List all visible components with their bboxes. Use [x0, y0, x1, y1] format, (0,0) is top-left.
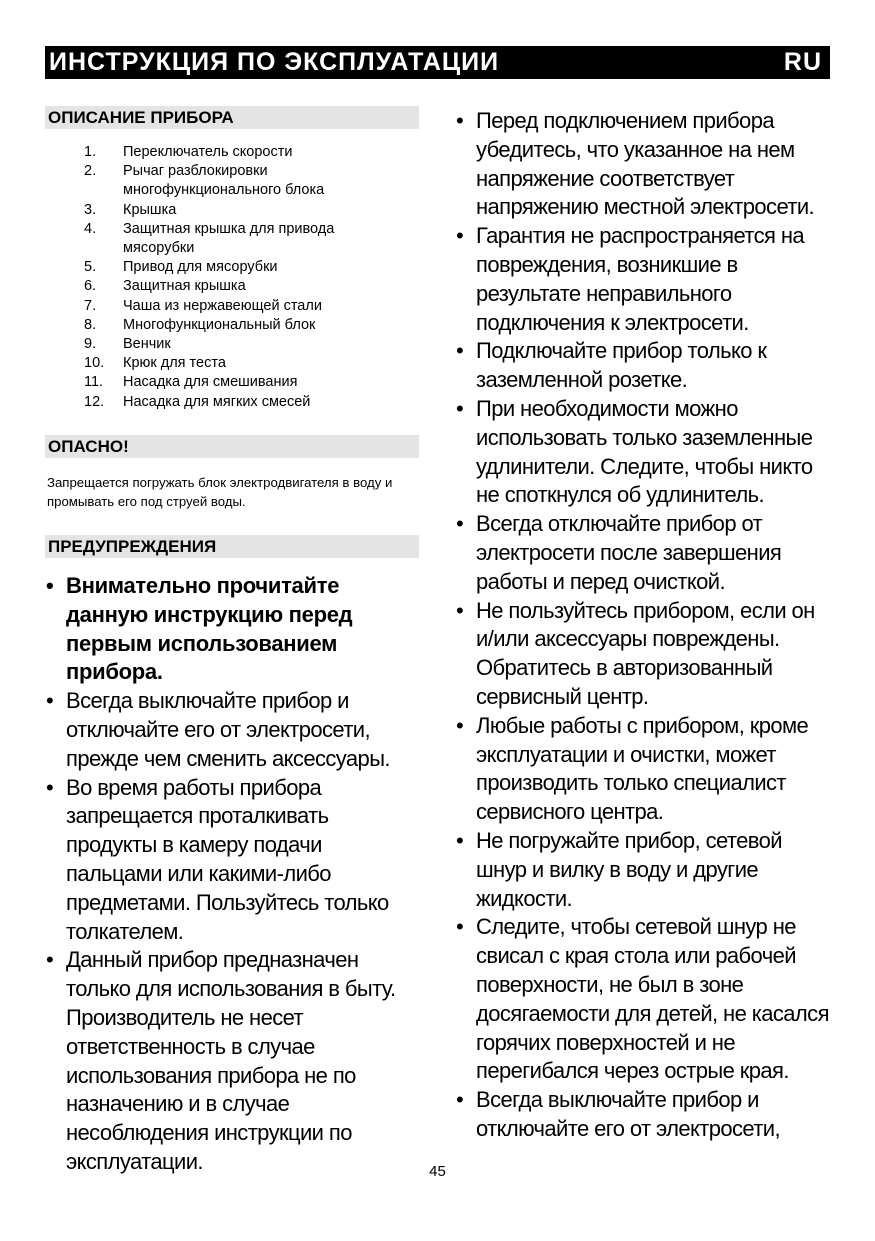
part-number: 2. — [84, 163, 97, 180]
part-number: 7. — [84, 297, 97, 314]
bullet-icon: • — [456, 108, 464, 133]
list-item — [84, 354, 384, 373]
part-label: Чаша из нержавеющей стали — [123, 297, 322, 314]
part-label: Рычаг разблокировки многофункционального блока — [123, 163, 325, 199]
part-label: Многофункциональный блок — [123, 316, 316, 333]
list-item: • Всегда выключайте прибор и отключайте его от электросети, — [456, 1087, 780, 1141]
list-item — [84, 143, 384, 162]
bullet-icon: • — [456, 597, 464, 623]
part-number: 12. — [84, 393, 105, 410]
part-label: Крышка — [123, 201, 177, 218]
description-heading: ОПИСАНИЕ ПРИБОРА — [45, 106, 419, 129]
part-label: Привод для мясорубки — [123, 259, 278, 276]
part-number: 6. — [84, 278, 97, 295]
list-item — [84, 201, 384, 220]
list-item: • Следите, чтобы сетевой шнур не свисал с края стола или рабочей поверхности, не был в зоне досягаемости для детей, не касался горячих поверхностей и не перегибался через острые края. — [456, 914, 829, 1084]
part-label: Насадка для смешивания — [123, 374, 298, 391]
bullet-icon: • — [456, 395, 464, 421]
part-label: Защитная крышка — [123, 278, 246, 295]
list-item — [84, 162, 384, 200]
bullet-icon: • — [456, 1087, 464, 1113]
part-number: 5. — [84, 259, 97, 276]
list-item — [84, 297, 384, 316]
list-item: • Подключайте прибор только к заземленной розетке. — [456, 338, 767, 393]
bullet-icon: • — [456, 511, 464, 537]
warnings-list-right — [455, 107, 835, 1144]
warnings-heading: ПРЕДУПРЕЖДЕНИЯ — [45, 535, 419, 558]
list-item — [84, 316, 384, 335]
part-number: 3. — [84, 201, 97, 218]
warnings-list-left — [45, 572, 420, 1177]
list-item: • Гарантия не распространяется на повреждения, возникшие в результате неправильного подключения к электросети. — [456, 223, 805, 335]
part-label: Венчик — [123, 336, 171, 353]
part-number: 11. — [84, 374, 104, 391]
title-bar — [45, 46, 830, 79]
part-number: 10. — [84, 355, 105, 372]
part-label: Переключатель скорости — [123, 144, 293, 160]
bullet-icon: • — [456, 914, 464, 940]
bullet-icon: • — [46, 688, 54, 714]
list-item: • Не пользуйтесь прибором, если он и/или аксессуары повреждены. Обратитесь в авторизованный сервисный центр. — [456, 597, 815, 709]
list-item — [84, 258, 384, 277]
list-item — [84, 373, 384, 392]
part-number: 4. — [84, 220, 97, 237]
bullet-icon: • — [46, 573, 54, 598]
danger-heading: ОПАСНО! — [45, 435, 419, 458]
part-label: Крюк для теста — [123, 355, 226, 372]
list-item — [84, 277, 384, 296]
list-item — [84, 220, 384, 258]
list-item: • Внимательно прочитайте данную инструкцию перед первым использованием прибора. — [46, 573, 353, 685]
danger-text: Запрещается погружать блок электродвигателя в воду и промывать его под струей воды. — [47, 475, 393, 509]
list-item: • Всегда отключайте прибор от электросети после завершения работы и перед очисткой. — [456, 511, 782, 594]
list-item: • Во время работы прибора запрещается проталкивать продукты в камеру подачи пальцами или какими-либо предметами. Пользуйтесь только толкателем. — [46, 774, 389, 944]
bullet-icon: • — [46, 947, 54, 973]
list-item: • Всегда выключайте прибор и отключайте его от электросети, прежде чем сменить аксессуары. — [46, 688, 390, 771]
language-code: RU — [783, 48, 822, 76]
list-item — [84, 335, 384, 354]
part-label: Защитная крышка для привода мясорубки — [123, 220, 335, 257]
part-number: 9. — [84, 336, 97, 353]
list-item: • Данный прибор предназначен только для использования в быту. Производитель не несет ответственность в случае использования прибора не по назначению и в случае несоблюдения инструкции по эксплуатации. — [46, 947, 396, 1174]
part-number: 8. — [84, 316, 97, 333]
bullet-icon: • — [456, 338, 464, 364]
part-number: 1. — [84, 144, 97, 160]
part-label: Насадка для мягких смесей — [123, 393, 311, 410]
list-item: • Не погружайте прибор, сетевой шнур и вилку в воду и другие жидкости. — [456, 827, 782, 911]
bullet-icon: • — [456, 223, 464, 249]
bullet-icon: • — [456, 712, 464, 738]
list-item: • При необходимости можно использовать только заземленные удлинители. Следите, чтобы никто не споткнулся об удлинитель. — [456, 395, 813, 508]
bullet-icon: • — [456, 827, 464, 853]
page-number: 45 — [429, 1163, 446, 1180]
list-item — [84, 393, 384, 412]
list-item: • Любые работы с прибором, кроме эксплуатации и очистки, может производить только специалист сервисного центра. — [456, 712, 809, 825]
parts-list — [84, 143, 384, 412]
list-item: • Перед подключением прибора убедитесь, что указанное на нем напряжение соответствует напряжению местной электросети. — [456, 108, 815, 220]
page-title: ИНСТРУКЦИЯ ПО ЭКСПЛУАТАЦИИ — [49, 48, 500, 76]
bullet-icon: • — [46, 774, 54, 800]
